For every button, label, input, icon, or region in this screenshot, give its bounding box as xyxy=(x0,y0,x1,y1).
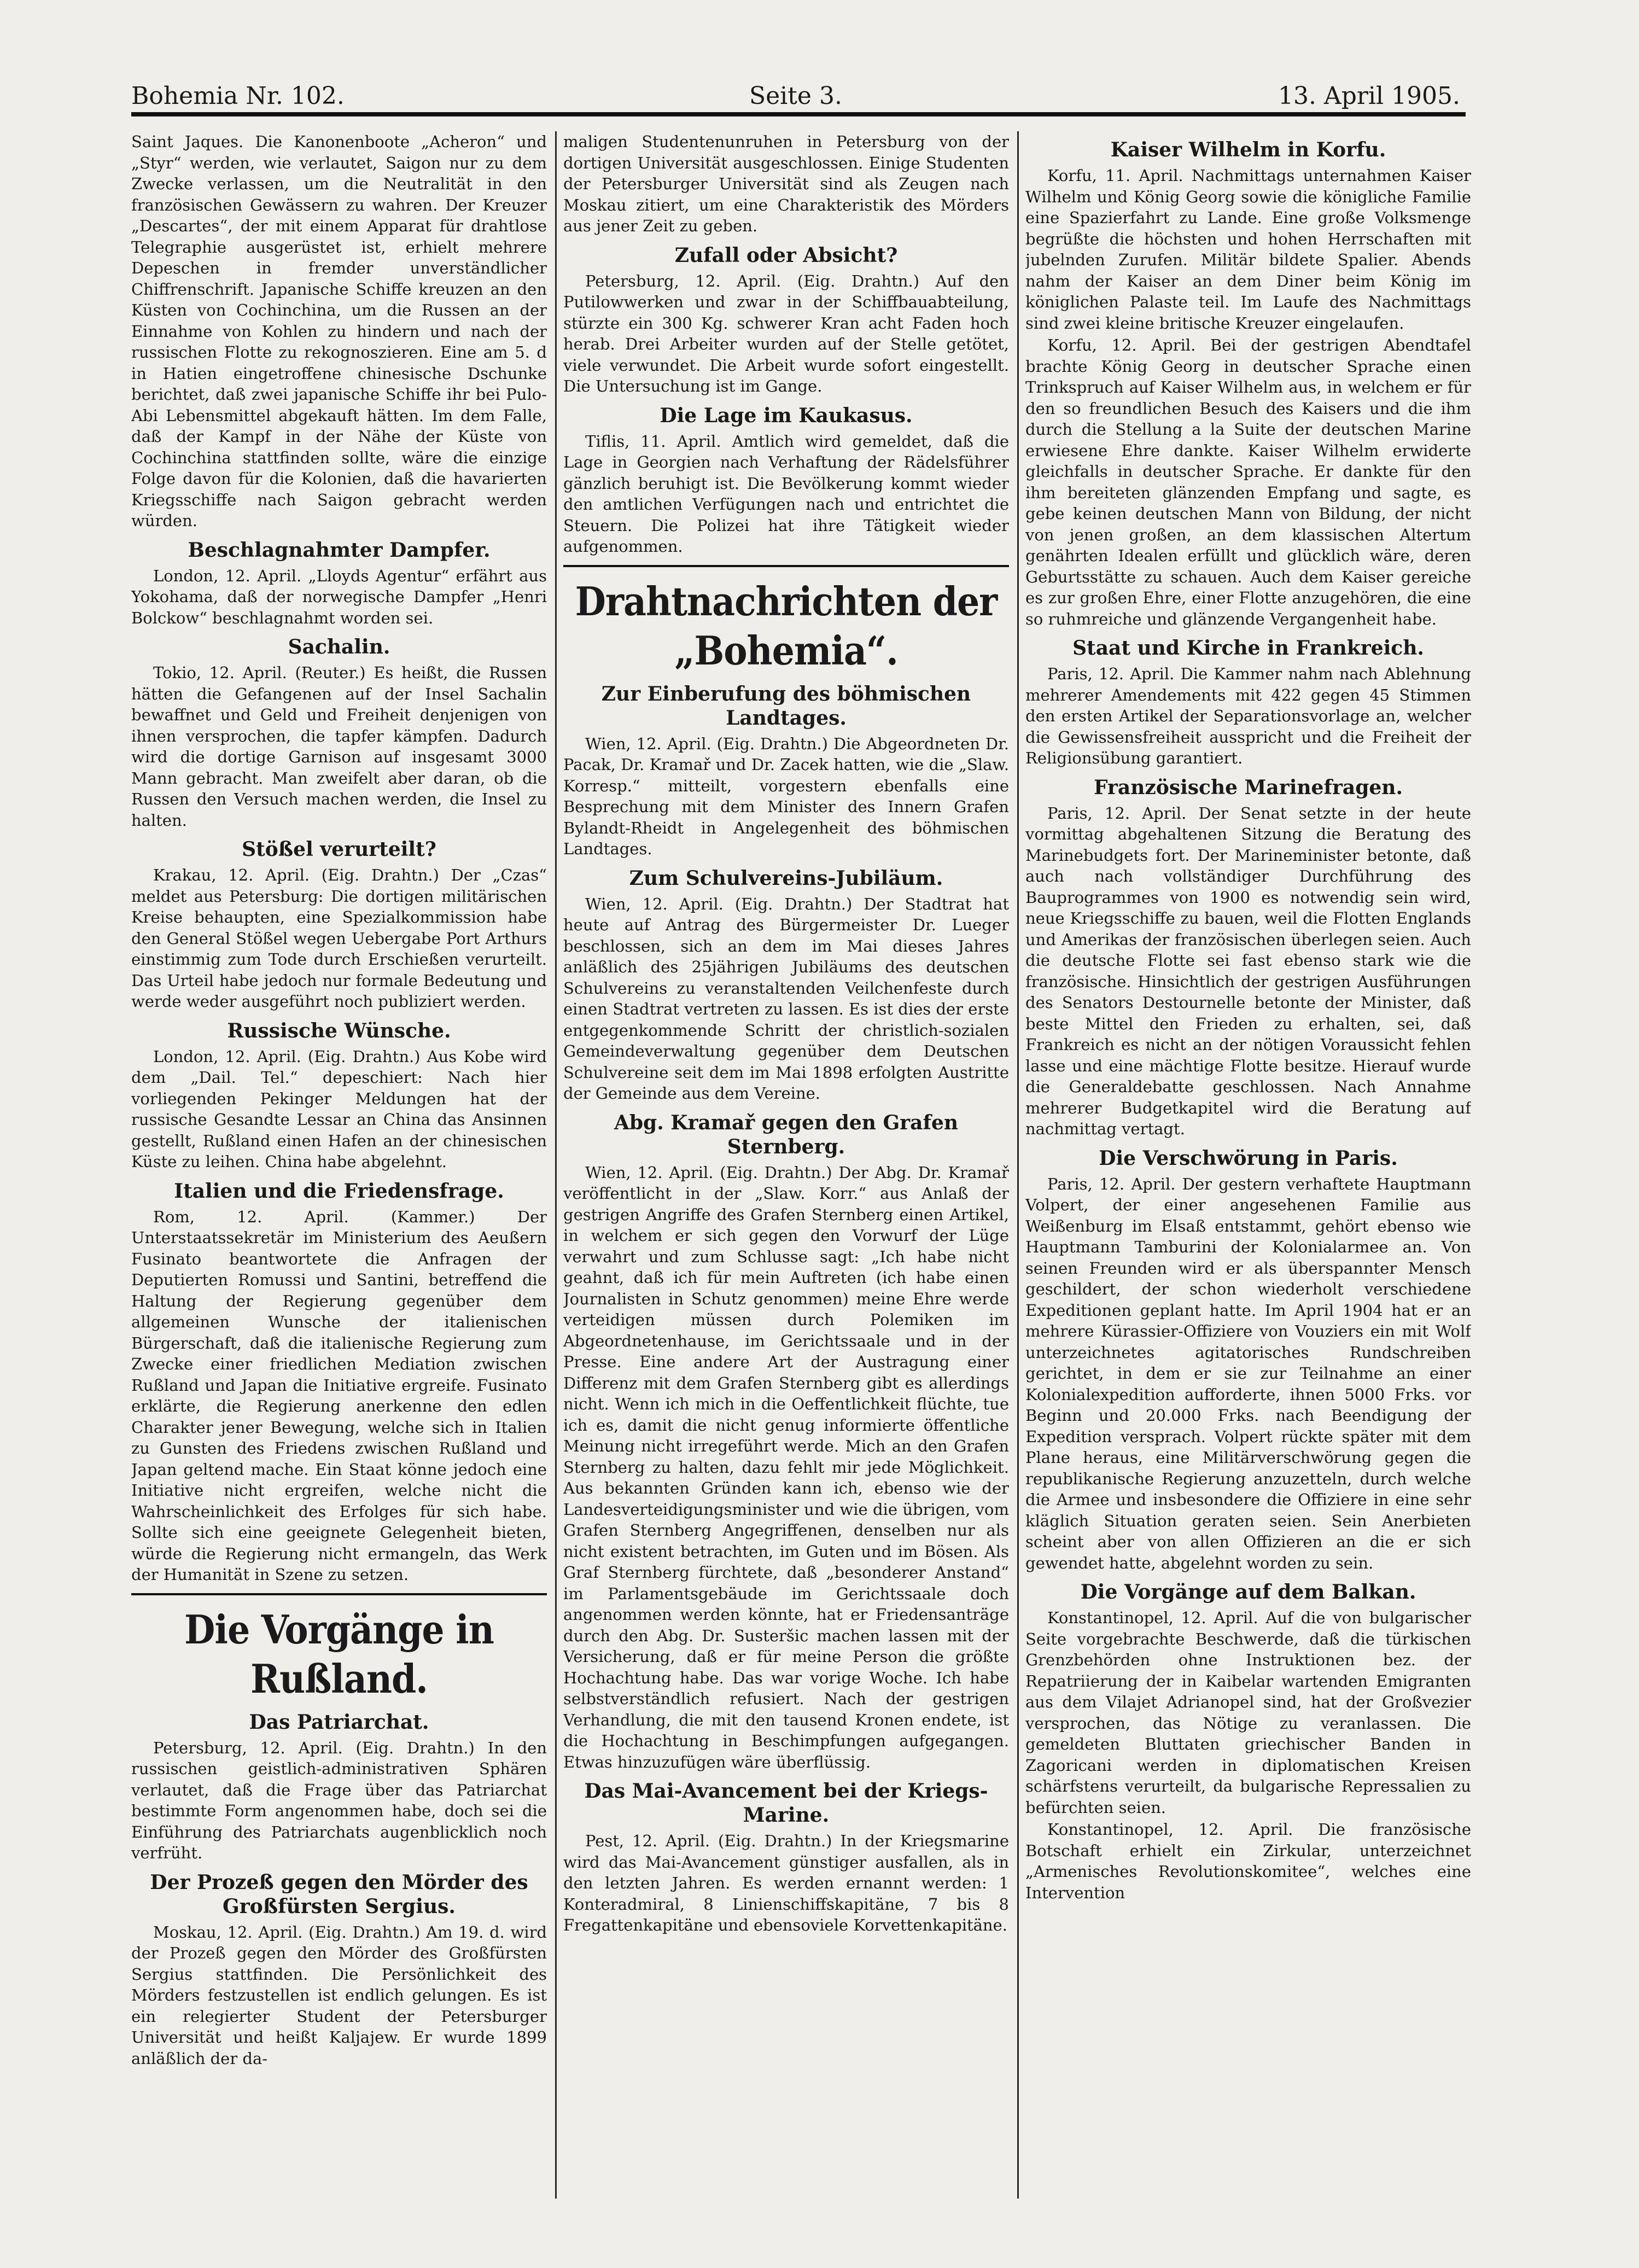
column-3 xyxy=(1025,131,1471,2199)
article-heading: Das Patriarchat. xyxy=(249,1710,429,1734)
article-paragraph: Wien, 12. April. (Eig. Drahtn.) Die Abgeordneten Dr. Pacak, Dr. Kramař und Dr. Zacek hatten, wie die „Slaw. Korresp.“ mitteilt, vorgestern ebenfalls eine Besprechung mit dem Minister des Innern Grafen Bylandt-Rheidt in Angelegenheit des böhmischen Landtages. xyxy=(563,734,1009,858)
article-paragraph: Pest, 12. April. (Eig. Drahtn.) In der Kriegsmarine wird das Mai-Avancement günstiger ausfallen, als in den letzten Jahren. Es werden ernannt werden: 1 Konteradmiral, 8 Linienschiffskapitäne, 7 bis 8 Fregattenkapitäne und ebensoviele Korvettenkapitäne. xyxy=(563,1832,1009,1934)
article-paragraph: Wien, 12. April. (Eig. Drahtn.) Der Abg. Dr. Kramař veröffentlicht in der „Slaw. Korr.“ aus Anlaß der gestrigen Angriffe des Grafen Sternberg einen Artikel, in welchem er sich gegen den Vorwurf der Lüge verwahrt und zum Schlusse sagt: „Ich habe nicht geahnt, daß ich für mein Auftreten (ich habe einen Journalisten in Schutz genommen) meine Ehre werde verteidigen müssen durch Polemiken im Abgeordnetenhause, im Gerichtssaale und in der Presse. Eine andere Art der Austragung einer Differenz mit dem Grafen Sternberg gibt es allerdings nicht. Wenn ich mich in die Oeffentlichkeit flüchte, tue ich es, damit die nicht genug informierte öffentliche Meinung nicht irregeführt werde. Mich an den Grafen Sternberg zu halten, dazu fehlt mir jede Möglichkeit. Aus bekannten Gründen kann ich, ebenso wie der Landesverteidigungsminister und wie die übrigen, vom Grafen Sternberg Angegriffenen, denselben nur als nicht existent betrachten, im Guten und im Bösen. Als Graf Sternberg fürchtete, daß „besonderer Anstand“ im Parlamentsgebäude im Gerichtssaale doch angenommen werden könnte, hat er Friedensanträge durch den Abg. Dr. Susteršic machen lassen mit der Versicherung, daß er für meine Person die größte Hochachtung habe. Das war vorige Woche. Ich habe selbstverständlich refusiert. Nach der gestrigen Verhandlung, die mit den tausend Kronen endete, ist die Hochachtung in Beschimpfungen aufgegangen. Etwas hinzuzufügen wäre überflüssig. xyxy=(563,1163,1009,1771)
column-1 xyxy=(131,131,547,2199)
article-paragraph: Tokio, 12. April. (Reuter.) Es heißt, die Russen hätten die Gefangenen auf der Insel Sachalin bewaffnet und Geld und Freiheit denjenigen von ihnen versprochen, die tapfer kämpfen. Dadurch wird die dortige Garnison auf insgesamt 3000 Mann gebracht. Man zweifelt aber daran, ob die Russen den Versuch machen werden, die Insel zu halten. xyxy=(131,663,547,830)
article-paragraph: Tiflis, 11. April. Amtlich wird gemeldet, daß die Lage in Georgien nach Verhaftung der Rädelsführer gänzlich beruhigt ist. Die Bevölkerung kommt wieder den amtlichen Verfügungen nach und entrichtet die Steuern. Die Polizei hat ihre Tätigkeit wieder aufgenommen. xyxy=(563,432,1009,556)
section-heading: Drahtnachrichten der „Bohemia“. xyxy=(575,578,998,674)
article-heading: Kaiser Wilhelm in Korfu. xyxy=(1110,138,1386,161)
column-divider xyxy=(555,131,557,2199)
column-divider xyxy=(1017,131,1019,2199)
article-heading: Staat und Kirche in Frankreich. xyxy=(1072,637,1424,660)
article-heading: Russische Wünsche. xyxy=(227,1019,451,1042)
column-2 xyxy=(563,131,1009,2199)
issue-date: 13. April 1905. xyxy=(1278,82,1460,110)
article-heading: Italien und die Friedensfrage. xyxy=(174,1179,504,1203)
article-heading: Stößel verurteilt? xyxy=(242,838,436,861)
article-heading: Beschlagnahmter Dampfer. xyxy=(188,538,491,562)
article-paragraph: London, 12. April. (Eig. Drahtn.) Aus Kobe wird dem „Dail. Tel.“ depeschiert: Nach hier vorliegenden Pekinger Meldungen hat der russische Gesandte Lessar an China das Ansinnen gestellt, Rußland einen Hafen an der chinesischen Küste zu leihen. China habe abgelehnt. xyxy=(131,1047,547,1171)
article-paragraph: Petersburg, 12. April. (Eig. Drahtn.) In den russischen geistlich-administrativen Sphären verlautet, daß die Frage über das Patriarchat bestimmte Form angenommen habe, doch sei die Einführung des Patriarchats augenblicklich noch verfrüht. xyxy=(131,1738,547,1862)
article-heading: Die Vorgänge auf dem Balkan. xyxy=(1080,1581,1416,1604)
article-paragraph: Paris, 12. April. Die Kammer nahm nach Ablehnung mehrerer Amendements mit 422 gegen 45 Stimmen den ersten Artikel der Separationsvorlage an, welcher die Gewissensfreiheit ausspricht und die Freiheit der Religionsübung garantiert. xyxy=(1025,664,1471,767)
header-rule xyxy=(131,112,1466,116)
article-paragraph: London, 12. April. „Lloyds Agentur“ erfährt aus Yokohama, daß der norwegische Dampfer „Henri Bolckow“ beschlagnahmt worden sei. xyxy=(131,566,547,627)
article-heading: Das Mai-Avancement bei der Kriegs-Marine. xyxy=(584,1780,988,1827)
section-heading: Die Vorgänge in Rußland. xyxy=(184,1606,494,1702)
section-rule xyxy=(563,565,1009,567)
article-heading: Französische Marinefragen. xyxy=(1093,776,1403,799)
article-heading: Abg. Kramař gegen den Grafen Sternberg. xyxy=(614,1111,959,1158)
article-paragraph: Krakau, 12. April. (Eig. Drahtn.) Der „Czas“ meldet aus Petersburg: Die dortigen militärischen Kreise behaupten, eine Spezialkommission habe den General Stößel wegen Uebergabe Port Arthurs einstimmig zum Tode durch Erschießen verurteilt. Das Urteil habe jedoch nur formale Bedeutung und werde weder ausgeführt noch publiziert werden. xyxy=(131,866,547,1011)
article-heading: Die Verschwörung in Paris. xyxy=(1099,1146,1398,1170)
article-paragraph: Rom, 12. April. (Kammer.) Der Unterstaatssekretär im Ministerium des Aeußern Fusinato beantwortete die Anfragen der Deputierten Romussi und Santini, betreffend die Haltung der Regierung gegenüber dem allgemeinen Wunsche der italienischen Bürgerschaft, daß die italienische Regierung zum Zwecke einer friedlichen Mediation zwischen Rußland und Japan die Initiative ergreife. Fusinato erklärte, die Regierung anerkenne den edlen Charakter jener Bewegung, welche sich in Italien zu Gunsten des Friedens zwischen Rußland und Japan geltend mache. Ein Staat könne jedoch eine Initiative nicht ergreifen, welche nicht die Wahrscheinlichkeit des Erfolges für sich habe. Sollte sich eine geeignete Gelegenheit bieten, würde die Regierung nicht ermangeln, das Werk der Humanität in Szene zu setzen. xyxy=(131,1207,547,1584)
article-heading: Sachalin. xyxy=(288,635,390,658)
page-number: Seite 3. xyxy=(749,82,842,110)
article-continuation: Saint Jaques. Die Kanonenboote „Acheron“ und „Styr“ werden, wie verlautet, Saigon nur zu dem Zwecke verlassen, um die Neutralität in den französischen Gewässern zu wahren. Der Kreuzer „Descartes“, der mit einem Apparat für drahtlose Telegraphie ausgerüstet ist, erhielt mehrere Depeschen in fremder unverständlicher Chiffrenschrift. Japanische Schiffe kreuzen an den Küsten von Cochinchina, um die Russen an der Einnahme von Kohlen zu hindern und nach der russischen Flotte zu rekognoszieren. Eine am 5. d in Hatien eingetroffene chinesische Dschunke berichtet, daß zwei japanische Schiffe ihr bei Pulo-Abi Lebensmittel abgekauft hätten. Im dem Falle, daß der Kampf in der Nähe der Küste von Cochinchina stattfinden sollte, wäre die einzige Folge davon für die Kolonien, daß die havarierten Kriegsschiffe nach Saigon gebracht werden würden. xyxy=(131,132,547,530)
article-paragraph: Moskau, 12. April. (Eig. Drahtn.) Am 19. d. wird der Prozeß gegen den Mörder des Großfürsten Sergius stattfinden. Die Persönlichkeit des Mörders festzustellen ist endlich gelungen. Es ist ein relegierter Student der Petersburger Universität und heißt Kaljajew. Er wurde 1899 anläßlich der da- xyxy=(131,1922,547,2068)
article-heading: Zum Schulvereins-Jubiläum. xyxy=(629,866,943,890)
article-paragraph: Korfu, 11. April. Nachmittags unternahmen Kaiser Wilhelm und König Georg sowie die königliche Familie eine Spazierfahrt zu Lande. Eine große Volksmenge begrüßte die höchsten und hohen Herrschaften mit jubelnden Zurufen. Militär bildete Spalier. Abends nahm der Kaiser an dem Diner beim König im königlichen Palaste teil. Im Laufe des Nachmittags sind zwei kleine britische Kreuzer eingelaufen. xyxy=(1025,166,1471,333)
article-paragraph: Petersburg, 12. April. (Eig. Drahtn.) Auf den Putilowwerken und zwar in der Schiffbauabteilung, stürzte ein 300 Kg. schwerer Kran acht Faden hoch herab. Drei Arbeiter wurden auf der Stelle getötet, viele verwundet. Die Arbeit wurde sofort eingestellt. Die Untersuchung ist im Gange. xyxy=(563,271,1009,395)
article-paragraph: Paris, 12. April. Der gestern verhaftete Hauptmann Volpert, der einer angesehenen Familie aus Weißenburg im Elsaß entstammt, gehört ebenso wie Hauptmann Tamburini der Kolonialarmee an. Von seinen Freunden wird er als überspannter Mensch geschildert, der schon wiederholt verschiedene Expeditionen geplant hatte. Im April 1904 hat er an mehrere Kürassier-Offiziere von Vouziers ein mit Wolf unterzeichnetes agitatorisches Rundschreiben gerichtet, in dem er sie zur Teilnahme an einer Kolonialexpedition aufforderte, ihnen 5000 Frks. vor Beginn und 20.000 Frks. nach Beendigung der Expedition versprach. Volpert rückte später mit dem Plane heraus, eine Militärverschwörung gegen die republikanische Regierung anzuzetteln, durch welche die Armee und insbesondere die Offiziere in eine sehr kläglich Situation geraten seien. Sein Anerbieten scheint aber von allen Offizieren an die er sich gewendet hatte, abgelehnt worden zu sein. xyxy=(1025,1174,1471,1572)
article-heading: Die Lage im Kaukasus. xyxy=(660,404,913,427)
article-paragraph: Konstantinopel, 12. April. Die französische Botschaft erhielt ein Zirkular, unterzeichnet „Armenisches Revolutionskomitee“, welches eine Intervention xyxy=(1025,1820,1471,1902)
article-paragraph: Korfu, 12. April. Bei der gestrigen Abendtafel brachte König Georg in deutscher Sprache einen Trinkspruch auf Kaiser Wilhelm aus, in welchem er für den so freundlichen Besuch des Kaisers und die ihm durch die Stellung a la Suite der deutschen Marine erwiesene Ehre dankte. Kaiser Wilhelm erwiderte gleichfalls in deutscher Sprache. Er dankte für den ihm bereiteten glänzenden Empfang und sagte, es gebe keinen deutschen Mann von Bildung, der nicht von jenen großen, an dem klassischen Altertum genährten Idealen erfüllt und glücklich wäre, deren Geburtsstätte zu schauen. Auch dem Kaiser gereiche es zur großen Ehre, einer Flotte anzugehören, die eine so ruhmreiche und glänzende Vergangenheit habe. xyxy=(1025,336,1471,628)
section-rule xyxy=(131,1593,547,1595)
article-continuation: maligen Studentenunruhen in Petersburg von der dortigen Universität ausgeschlossen. Einige Studenten der Petersburger Universität sind als Zeugen nach Moskau zitiert, um eine Charakteristik des Mörders aus jener Zeit zu geben. xyxy=(563,132,1009,235)
article-paragraph: Wien, 12. April. (Eig. Drahtn.) Der Stadtrat hat heute auf Antrag des Bürgermeister Dr. Lueger beschlossen, sich an dem im Mai dieses Jahres anläßlich des 25jährigen Jubiläums des deutschen Schulvereins zu veranstaltenden Veilchenfeste durch einen Stadtrat vertreten zu lassen. Es ist dies der erste entgegenkommende Schritt der christlich-sozialen Gemeindeverwaltung gegenüber dem Deutschen Schulvereine seit dem im Mai 1898 erfolgten Austritte der Gemeinde aus dem Vereine. xyxy=(563,894,1009,1103)
article-paragraph: Paris, 12. April. Der Senat setzte in der heute vormittag abgehaltenen Sitzung die Beratung des Marinebudgets fort. Der Marineminister betonte, daß auch nach vollständiger Durchführung des Bauprogrammes von 1900 es notwendig sein wird, neue Kriegsschiffe zu bauen, weil die Flotten Englands und Amerikas der französischen überlegen seien. Auch die deutsche Flotte sei fast ebenso stark wie die französische. Hinsichtlich der gestrigen Ausführungen des Senators Destournelle betonte der Minister, daß beste Mittel den Frieden zu erhalten, sei, daß Frankreich es nicht an der nötigen Voraussicht fehlen lasse und eine mächtige Flotte besitze. Hierauf wurde die Generaldebatte geschlossen. Nach Annahme mehrerer Budgetkapitel wird die Beratung auf nachmittag vertagt. xyxy=(1025,803,1471,1138)
article-paragraph: Konstantinopel, 12. April. Auf die von bulgarischer Seite vorgebrachte Beschwerde, daß die türkischen Grenzbehörden ohne Instruktionen bez. der Repatriierung der in Kaibelar wartenden Emigranten aus dem Vilajet Adrianopel sind, hat der Großvezier versprochen, das Nötige zu veranlassen. Die gemeldeten Bluttaten griechischer Banden in Zagoricani werden in diplomatischen Kreisen schärfstens verurteilt, da bulgarische Repressalien zu befürchten seien. xyxy=(1025,1608,1471,1817)
page-header xyxy=(131,77,1460,115)
article-heading: Zur Einberufung des böhmischen Landtages. xyxy=(601,682,971,730)
masthead-issue: Bohemia Nr. 102. xyxy=(131,82,345,110)
article-heading: Zufall oder Absicht? xyxy=(674,243,898,267)
article-heading: Der Prozeß gegen den Mörder des Großfürsten Sergius. xyxy=(150,1870,528,1918)
